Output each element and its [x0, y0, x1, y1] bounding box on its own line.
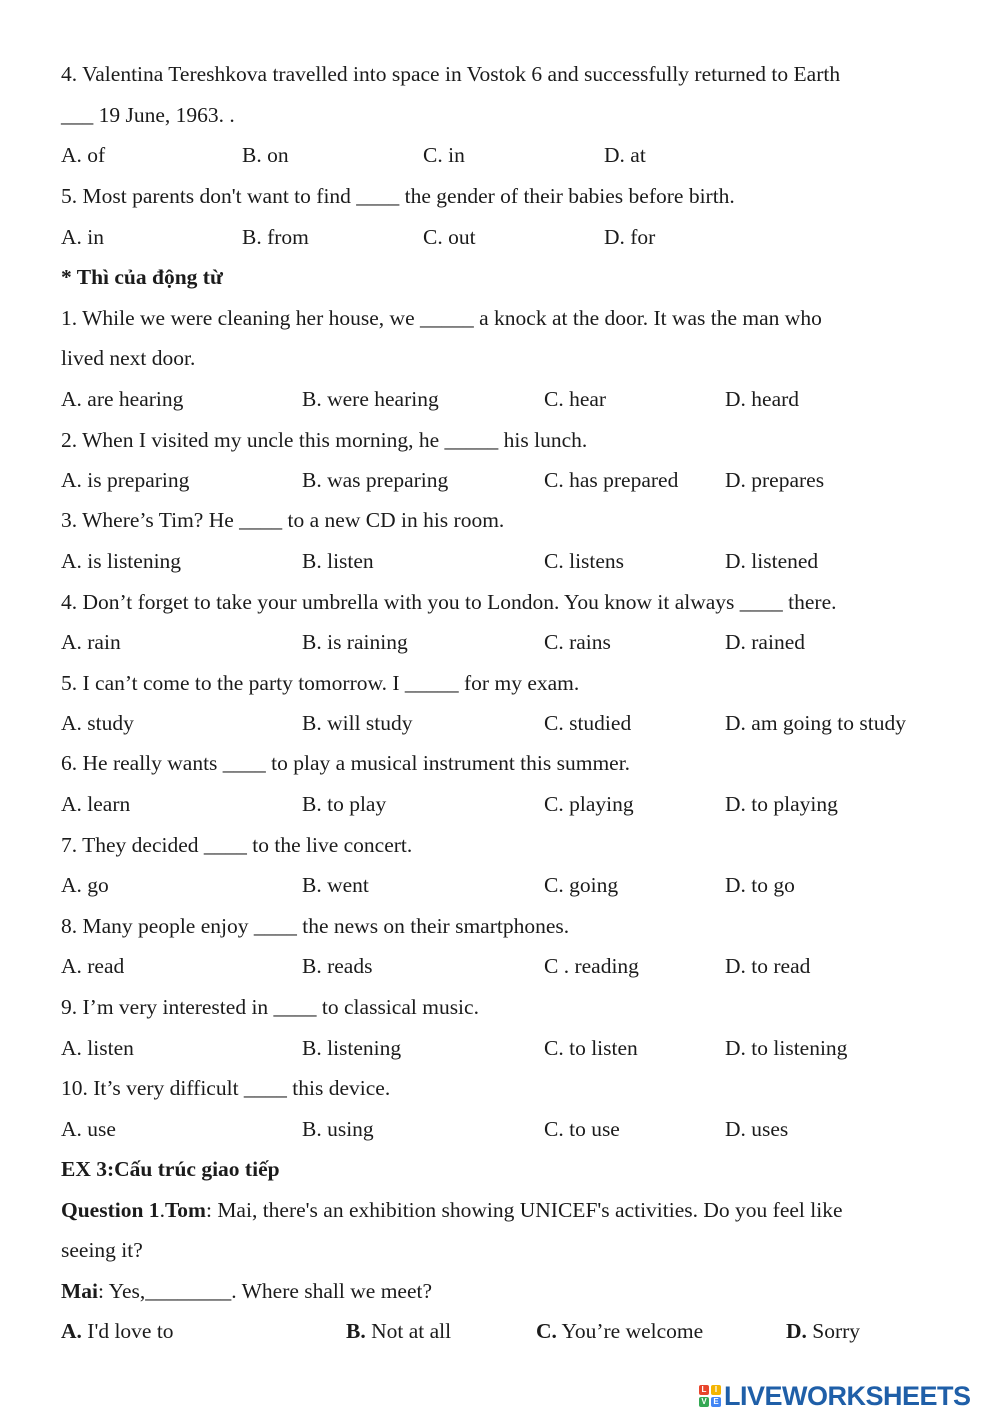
- option-c: C. in: [423, 143, 465, 167]
- liveworksheets-logo: [699, 1379, 971, 1413]
- option-letter: B.: [346, 1319, 366, 1343]
- speaker-mai-text: : Yes,________. Where shall we meet?: [98, 1279, 433, 1303]
- option-a: A. read: [61, 954, 125, 978]
- option-c: C. going: [544, 873, 619, 897]
- tense-question-6: 6. He really wants ____ to play a musical instrument this summer.: [61, 751, 631, 775]
- option-b: B. was preparing: [302, 468, 449, 492]
- option-b: B. listen: [302, 549, 374, 573]
- option-c: C. hear: [544, 387, 607, 411]
- speaker-tom: Tom: [164, 1198, 206, 1222]
- option-d: D. for: [604, 225, 656, 249]
- speaker-tom-text: : Mai, there's an exhibition showing UNICEF's activities. Do you feel like: [205, 1198, 843, 1222]
- option-d: D. am going to study: [725, 711, 906, 735]
- ex3-question-1-line-2: seeing it?: [61, 1238, 143, 1262]
- option-c: C. to use: [544, 1117, 620, 1141]
- tense-question-10: 10. It’s very difficult ____ this device.: [61, 1076, 391, 1100]
- option-b: B. will study: [302, 711, 413, 735]
- option-d: D. prepares: [725, 468, 825, 492]
- option-c: C. out: [423, 225, 476, 249]
- option-a: A. of: [61, 143, 106, 167]
- option-b: B. went: [302, 873, 369, 897]
- option-letter: A.: [61, 1319, 82, 1343]
- option-c: C. has prepared: [544, 468, 679, 492]
- liveworksheets-badge-icon: [699, 1385, 721, 1407]
- option-d: D. heard: [725, 387, 800, 411]
- option-a: A. go: [61, 873, 109, 897]
- question-4-line-1: 4. Valentina Tereshkova travelled into space in Vostok 6 and successfully returned to Earth: [61, 62, 841, 86]
- option-a: [61, 1319, 174, 1343]
- section-heading-tenses: * Thì của động từ: [61, 265, 223, 289]
- section-heading-ex3: EX 3:Cấu trúc giao tiếp: [61, 1157, 280, 1181]
- tense-question-4: 4. Don’t forget to take your umbrella with you to London. You know it always ____ there.: [61, 590, 837, 614]
- tense-question-1-line-2: lived next door.: [61, 346, 196, 370]
- badge-letter: E: [711, 1397, 721, 1407]
- tense-question-2: 2. When I visited my uncle this morning, he _____ his lunch.: [61, 428, 588, 452]
- option-d: D. to listening: [725, 1036, 848, 1060]
- option-c: C. listens: [544, 549, 625, 573]
- option-d: [786, 1319, 860, 1343]
- question-dot: .: [159, 1198, 165, 1222]
- question-label: Question 1: [61, 1198, 160, 1222]
- option-text: Not at all: [365, 1319, 452, 1343]
- tense-question-7: 7. They decided ____ to the live concert.: [61, 833, 413, 857]
- option-letter: D.: [786, 1319, 807, 1343]
- option-a: A. in: [61, 225, 104, 249]
- option-c: C. to listen: [544, 1036, 638, 1060]
- option-b: B. listening: [302, 1036, 402, 1060]
- option-b: B. were hearing: [302, 387, 439, 411]
- option-text: Sorry: [806, 1319, 861, 1343]
- liveworksheets-brand-text: LIVEWORKSHEETS: [724, 1380, 971, 1411]
- option-c: C. playing: [544, 792, 634, 816]
- tense-question-9: 9. I’m very interested in ____ to classical music.: [61, 995, 479, 1019]
- option-text: I'd love to: [81, 1319, 174, 1343]
- option-a: A. are hearing: [61, 387, 184, 411]
- option-b: B. to play: [302, 792, 387, 816]
- option-a: A. rain: [61, 630, 121, 654]
- option-b: [346, 1319, 451, 1343]
- badge-letter: L: [699, 1385, 709, 1395]
- option-a: A. study: [61, 711, 134, 735]
- option-b: B. reads: [302, 954, 373, 978]
- option-c: C . reading: [544, 954, 639, 978]
- option-c: C. rains: [544, 630, 611, 654]
- speaker-mai: Mai: [61, 1279, 99, 1303]
- option-d: D. to read: [725, 954, 811, 978]
- tense-question-1-line-1: 1. While we were cleaning her house, we _____ a knock at the door. It was the man who: [61, 306, 822, 330]
- option-b: B. is raining: [302, 630, 408, 654]
- option-a: A. is listening: [61, 549, 182, 573]
- option-d: D. uses: [725, 1117, 789, 1141]
- badge-letter: I: [711, 1385, 721, 1395]
- option-c: C. studied: [544, 711, 632, 735]
- option-letter: C.: [536, 1319, 557, 1343]
- option-a: A. is preparing: [61, 468, 190, 492]
- option-b: B. on: [242, 143, 289, 167]
- option-text: You’re welcome: [556, 1319, 704, 1343]
- option-d: D. to go: [725, 873, 795, 897]
- ex3-question-1-line-1: [61, 1198, 843, 1222]
- option-b: B. from: [242, 225, 309, 249]
- option-b: B. using: [302, 1117, 374, 1141]
- option-d: D. listened: [725, 549, 819, 573]
- question-4-line-2: ___ 19 June, 1963. .: [61, 103, 235, 127]
- badge-letter: V: [699, 1397, 709, 1407]
- option-a: A. use: [61, 1117, 116, 1141]
- option-d: D. to playing: [725, 792, 838, 816]
- option-d: D. at: [604, 143, 646, 167]
- option-a: A. listen: [61, 1036, 134, 1060]
- tense-question-3: 3. Where’s Tim? He ____ to a new CD in his room.: [61, 508, 505, 532]
- option-a: A. learn: [61, 792, 131, 816]
- ex3-question-1-line-3: [61, 1279, 432, 1303]
- tense-question-8: 8. Many people enjoy ____ the news on their smartphones.: [61, 914, 570, 938]
- option-c: [536, 1319, 703, 1343]
- tense-question-5: 5. I can’t come to the party tomorrow. I _____ for my exam.: [61, 671, 580, 695]
- option-d: D. rained: [725, 630, 805, 654]
- question-5-text: 5. Most parents don't want to find ____ the gender of their babies before birth.: [61, 184, 735, 208]
